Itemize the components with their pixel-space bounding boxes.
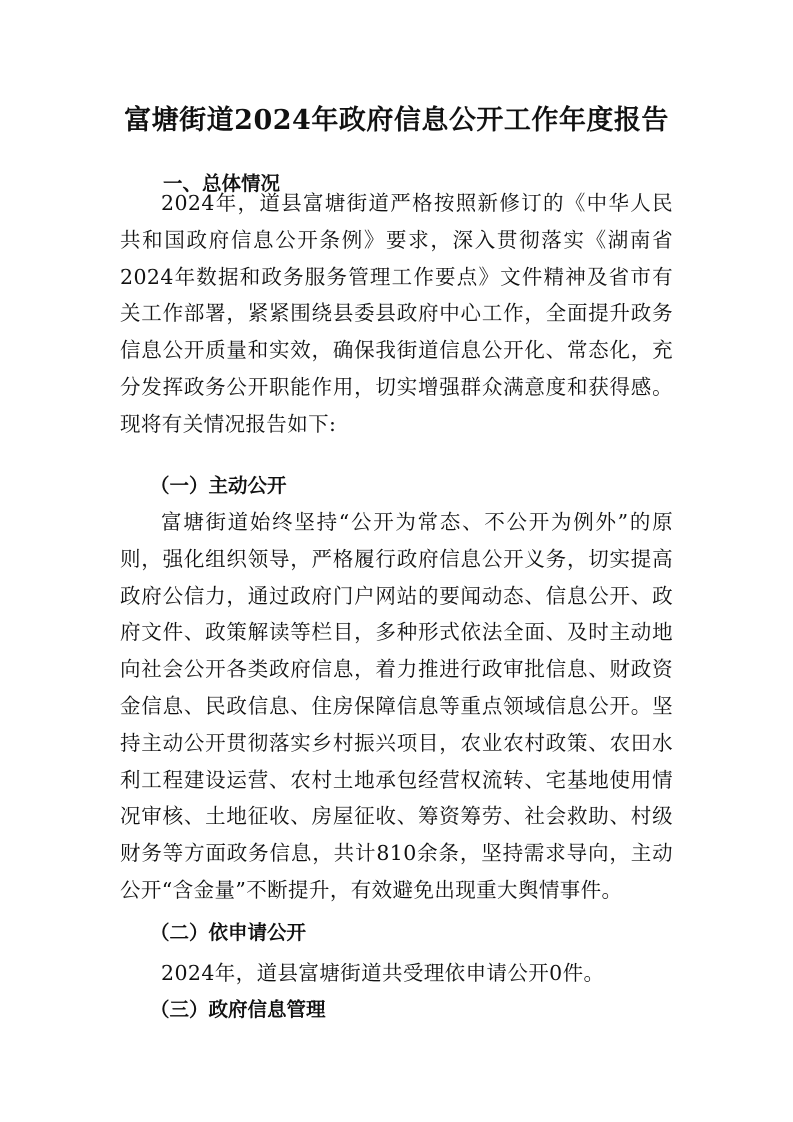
subsection-heading-on-request-disclosure: （二）依申请公开	[150, 921, 307, 944]
subsection-heading-information-management: （三）政府信息管理	[150, 998, 326, 1021]
subsection-heading-active-disclosure: （一）主动公开	[150, 474, 287, 497]
on-request-disclosure-paragraph: 2024年，道县富塘街道共受理依申请公开0件。	[161, 961, 605, 985]
section-heading-overview: 一、总体情况	[163, 172, 281, 195]
overview-paragraph: 2024年，道县富塘街道严格按照新修订的《中华人民共和国政府信息公开条例》要求，深入贯彻落实《湖南省2024年数据和政务服务管理工作要点》文件精神及省市有关工作部署，紧紧围绕县委县政府中心工作，全面提升政务信息公开质量和实效，确保我街道信息公开化、常态化，充分发挥政务公开职能作用，切实增强群众满意度和获得感。现将有关情况报告如下:	[120, 191, 673, 436]
active-disclosure-paragraph: 富塘街道始终坚持“公开为常态、不公开为例外”的原则，强化组织领导，严格履行政府信息公开义务，切实提高政府公信力，通过政府门户网站的要闻动态、信息公开、政府文件、政策解读等栏目，多种形式依法全面、及时主动地向社会公开各类政府信息，着力推进行政审批信息、财政资金信息、民政信息、住房保障信息等重点领域信息公开。坚持主动公开贯彻落实乡村振兴项目，农业农村政策、农田水利工程建设运营、农村土地承包经营权流转、宅基地使用情况审核、土地征收、房屋征收、筹资筹劳、社会救助、村级财务等方面政务信息，共计810余条，坚持需求导向，主动公开“含金量”不断提升，有效避免出现重大舆情事件。	[120, 510, 673, 902]
document-title: 富塘街道2024年政府信息公开工作年度报告	[124, 105, 669, 136]
